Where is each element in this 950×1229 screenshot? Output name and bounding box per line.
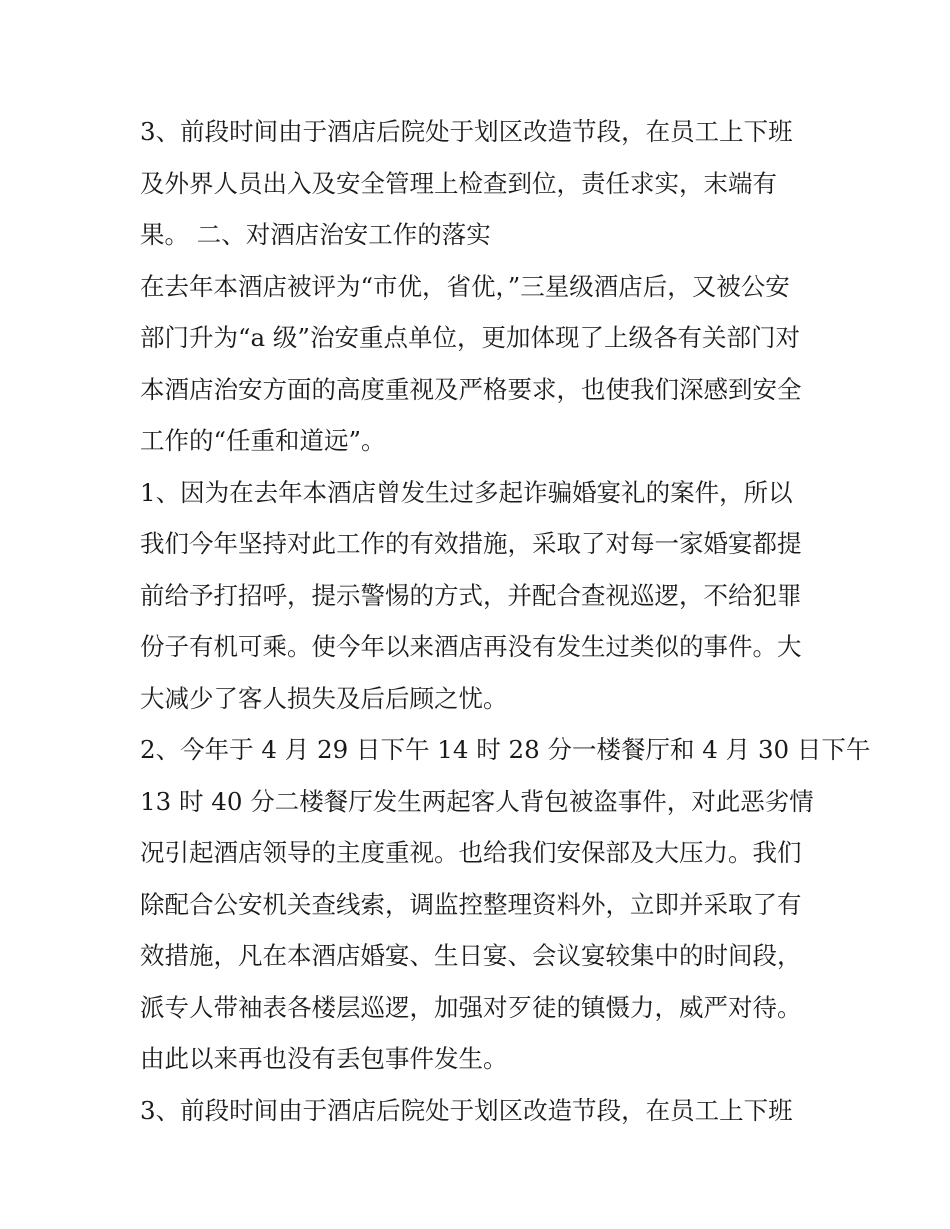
document-body — [140, 106, 871, 1136]
text-line: 大减少了客人损失及后后顾之忧。 — [140, 683, 508, 713]
text-line: 本酒店治安方面的高度重视及严格要求，也使我们深感到安全 — [140, 374, 802, 404]
text-line: 份子有机可乘。使今年以来酒店再没有发生过类似的事件。大 — [140, 632, 802, 661]
text-line: 由此以来再也没有丢包事件发生。 — [140, 1044, 508, 1073]
text-line: 13 时 40 分二楼餐厅发生两起客人背包被盗事件，对此恶劣情 — [140, 786, 814, 816]
text-line: 派专人带袖表各楼层巡逻，加强对歹徒的镇慑力，威严对待。 — [140, 992, 802, 1022]
text-line: 3、前段时间由于酒店后院处于划区改造节段，在员工上下班 — [140, 1095, 793, 1125]
text-line: 效措施，凡在本酒店婚宴、生日宴、会议宴较集中的时间段， — [140, 941, 802, 970]
text-line: 2、今年于 4 月 29 日下午 14 时 28 分一楼餐厅和 4 月 30 日下午 — [140, 735, 871, 764]
section-heading-line: 果。 二、对酒店治安工作的落实 — [140, 220, 491, 249]
text-line: 及外界人员出入及安全管理上检查到位，责任求实，末端有 — [140, 168, 777, 198]
text-line: 前给予打招呼，提示警惕的方式，并配合查视巡逻，不给犯罪 — [140, 580, 802, 610]
text-line: 3、前段时间由于酒店后院处于划区改造节段，在员工上下班 — [140, 117, 793, 146]
text-line: 1、因为在去年本酒店曾发生过多起诈骗婚宴礼的案件，所以 — [140, 477, 793, 507]
text-line: 除配合公安机关查线索，调监控整理资料外，立即并采取了有 — [140, 889, 802, 919]
text-line: 在去年本酒店被评为“市优，省优，”三星级酒店后，又被公安 — [140, 271, 790, 301]
text-line: 部门升为“a 级”治安重点单位，更加体现了上级各有关部门对 — [140, 323, 800, 352]
text-line: 况引起酒店领导的主度重视。也给我们安保部及大压力。我们 — [140, 838, 802, 867]
text-line: 工作的“任重和道远”。 — [140, 426, 386, 455]
text-line: 我们今年坚持对此工作的有效措施，采取了对每一家婚宴都提 — [140, 529, 802, 558]
